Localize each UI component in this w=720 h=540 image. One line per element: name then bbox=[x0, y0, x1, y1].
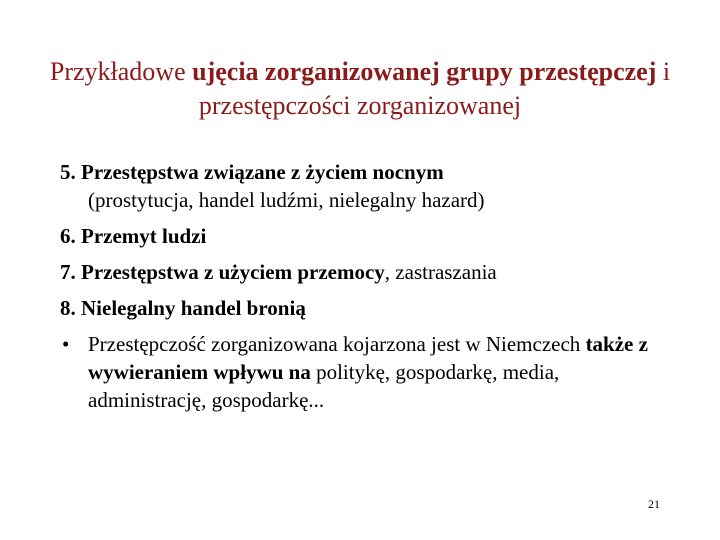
bullet-text-regular: Przestępczość zorganizowana kojarzona jest w Niemczech bbox=[88, 332, 586, 356]
list-item-5 bbox=[60, 158, 660, 214]
bullet-marker: • bbox=[62, 332, 70, 356]
title-part-regular-end: i przestępczości zorganizowanej bbox=[198, 57, 671, 120]
title-part-bold: ujęcia zorganizowanej grupy przestępczej bbox=[192, 57, 657, 86]
list-item-detail: (prostytucja, handel ludźmi, nielegalny hazard) bbox=[88, 188, 485, 212]
bullet-text-regular-end: politykę, gospodarkę, media, administrację, gospodarkę... bbox=[88, 360, 560, 412]
slide-body bbox=[60, 158, 660, 414]
list-item-6 bbox=[60, 222, 660, 250]
list-item-heading: 8. Nielegalny handel bronią bbox=[60, 296, 306, 320]
list-item-heading: 6. Przemyt ludzi bbox=[60, 224, 207, 248]
list-item-8 bbox=[60, 294, 660, 322]
list-item-7 bbox=[60, 258, 660, 286]
bullet-text-bold: także z wywieraniem wpływu na bbox=[88, 332, 648, 384]
list-item-heading: 7. Przestępstwa z użyciem przemocy bbox=[60, 260, 385, 284]
page-number: 21 bbox=[648, 497, 660, 511]
bullet-paragraph bbox=[60, 330, 660, 414]
list-item-heading: 5. Przestępstwa związane z życiem nocnym bbox=[60, 160, 444, 184]
title-part-regular: Przykładowe bbox=[49, 57, 193, 86]
list-item-suffix: , zastraszania bbox=[384, 260, 497, 284]
slide-title bbox=[40, 55, 680, 123]
